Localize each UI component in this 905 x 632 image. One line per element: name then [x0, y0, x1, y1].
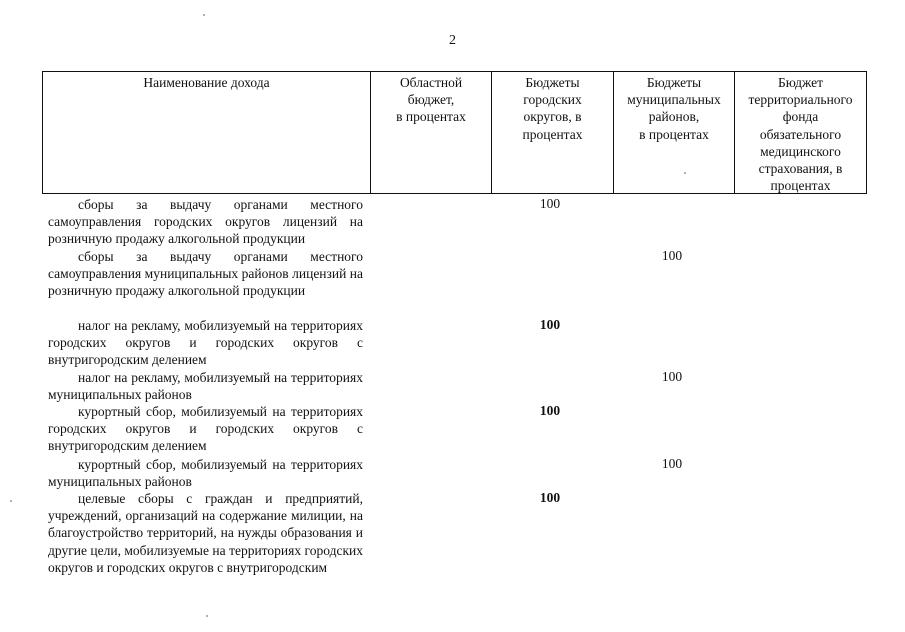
table-cell-city-percent: 100 — [539, 317, 561, 332]
table-row-name: курортный сбор, мобилизуемый на территориях городских округов и городских округов с внутригородским делением — [48, 404, 363, 454]
table-cell-city-percent: 100 — [539, 403, 561, 418]
header-medical-fund: Бюджет территориального фонда обязательного медицинского страхования, в процентах — [748, 75, 853, 194]
table-cell-city-percent: 100 — [539, 490, 561, 505]
table-cell-municipal-percent: 100 — [661, 456, 683, 471]
table-cell-municipal-percent: 100 — [661, 248, 683, 263]
scan-speck — [203, 14, 205, 16]
header-city-budgets: Бюджеты городских округов, в процентах — [522, 75, 583, 142]
table-row-name: сборы за выдачу органами местного самоуправления муниципальных районов лицензий на розничную продажу алкогольной продукции — [48, 249, 363, 299]
scan-speck — [10, 500, 12, 502]
table-row-name: целевые сборы с граждан и предприятий, учреждений, организаций на содержание милиции, на благоустройство территорий, на нужды образования и другие цели, мобилизуемые на территориях городских округов и городских округов с внутригородским — [48, 491, 363, 575]
header-regional-budget: Областной бюджет, в процентах — [396, 75, 466, 125]
table-row-name: налог на рекламу, мобилизуемый на территориях городских округов и городских округов с внутригородским делением — [48, 318, 363, 368]
table-cell-city-percent: 100 — [539, 196, 561, 211]
table-cell-municipal-percent: 100 — [661, 369, 683, 384]
table-header — [42, 71, 867, 194]
table-row-name: курортный сбор, мобилизуемый на территориях муниципальных районов — [48, 457, 363, 490]
table-row-name: налог на рекламу, мобилизуемый на территориях муниципальных районов — [48, 370, 363, 403]
header-income-name: Наименование дохода — [143, 75, 270, 90]
scan-speck — [684, 172, 686, 174]
table-row-name: сборы за выдачу органами местного самоуправления городских округов лицензий на розничную продажу алкогольной продукции — [48, 197, 363, 247]
header-municipal-budgets: Бюджеты муниципальных районов, в процентах — [627, 75, 721, 142]
page-number: 2 — [449, 33, 456, 48]
scan-speck — [206, 615, 208, 617]
